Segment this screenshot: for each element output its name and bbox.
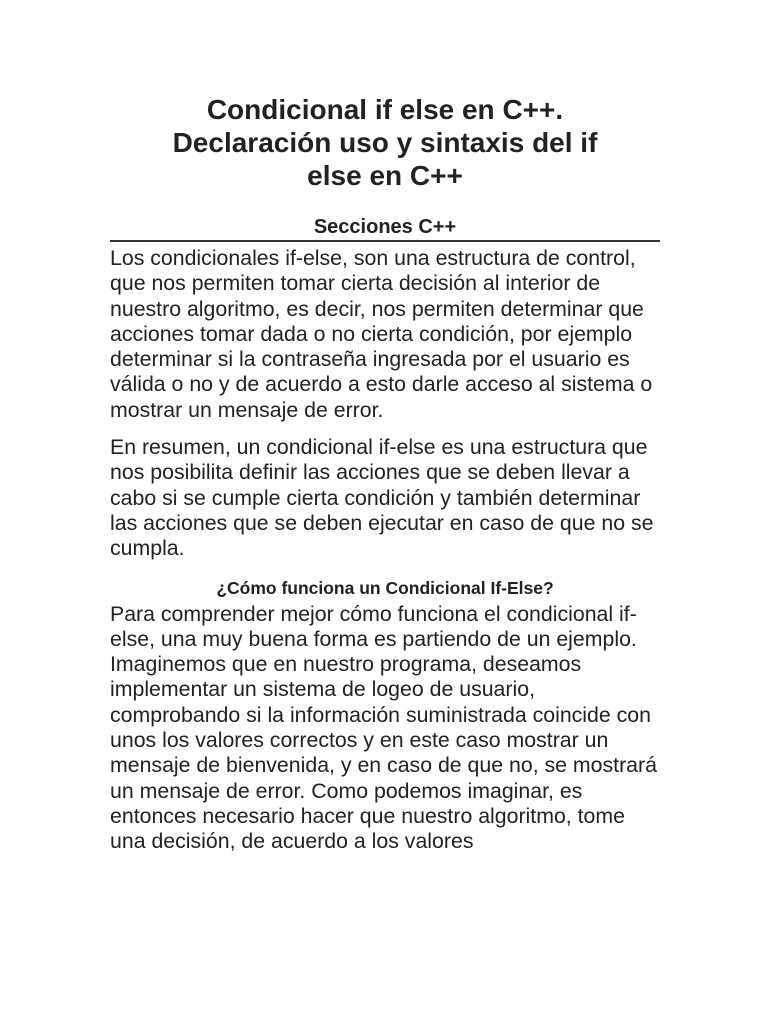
paragraph-intro: Los condicionales if-else, son una estructura de control, que nos permiten tomar cierta decisión al interior de nuestro algoritmo, es decir, nos permiten determinar que acciones tomar dada o no cierta condición, por ejemplo determinar si la contraseña ingresada por el usuario es válida o no y de acuerdo a esto darle acceso al sistema o mostrar un mensaje de error. <box>110 246 653 422</box>
paragraph-summary: En resumen, un condicional if-else es una estructura que nos posibilita definir las acciones que se deben llevar a cabo si se cumple cierta condición y también determinar las acciones que se deben ejecutar en caso de que no se cumpla. <box>110 435 654 561</box>
paragraph-example: Para comprender mejor cómo funciona el condicional if-else, una muy buena forma es partiendo de un ejemplo. Imaginemos que en nuestro programa, deseamos implementar un sistema de logeo de usuario, comprobando si la información suministrada coincide con unos los valores correctos y en este caso mostrar un mensaje de bienvenida, y en caso de que no, se mostrará un mensaje de error. Como podemos imaginar, es entonces necesario hacer que nuestro algoritmo, tome una decisión, de acuerdo a los valores <box>110 601 657 854</box>
document-page <box>110 0 660 855</box>
section-heading: Secciones C++ <box>110 214 660 242</box>
subheading-how-it-works: ¿Cómo funciona un Condicional If-Else? <box>216 577 554 598</box>
document-title: Condicional if else en C++. Declaración uso y sintaxis del if else en C++ <box>172 94 598 191</box>
